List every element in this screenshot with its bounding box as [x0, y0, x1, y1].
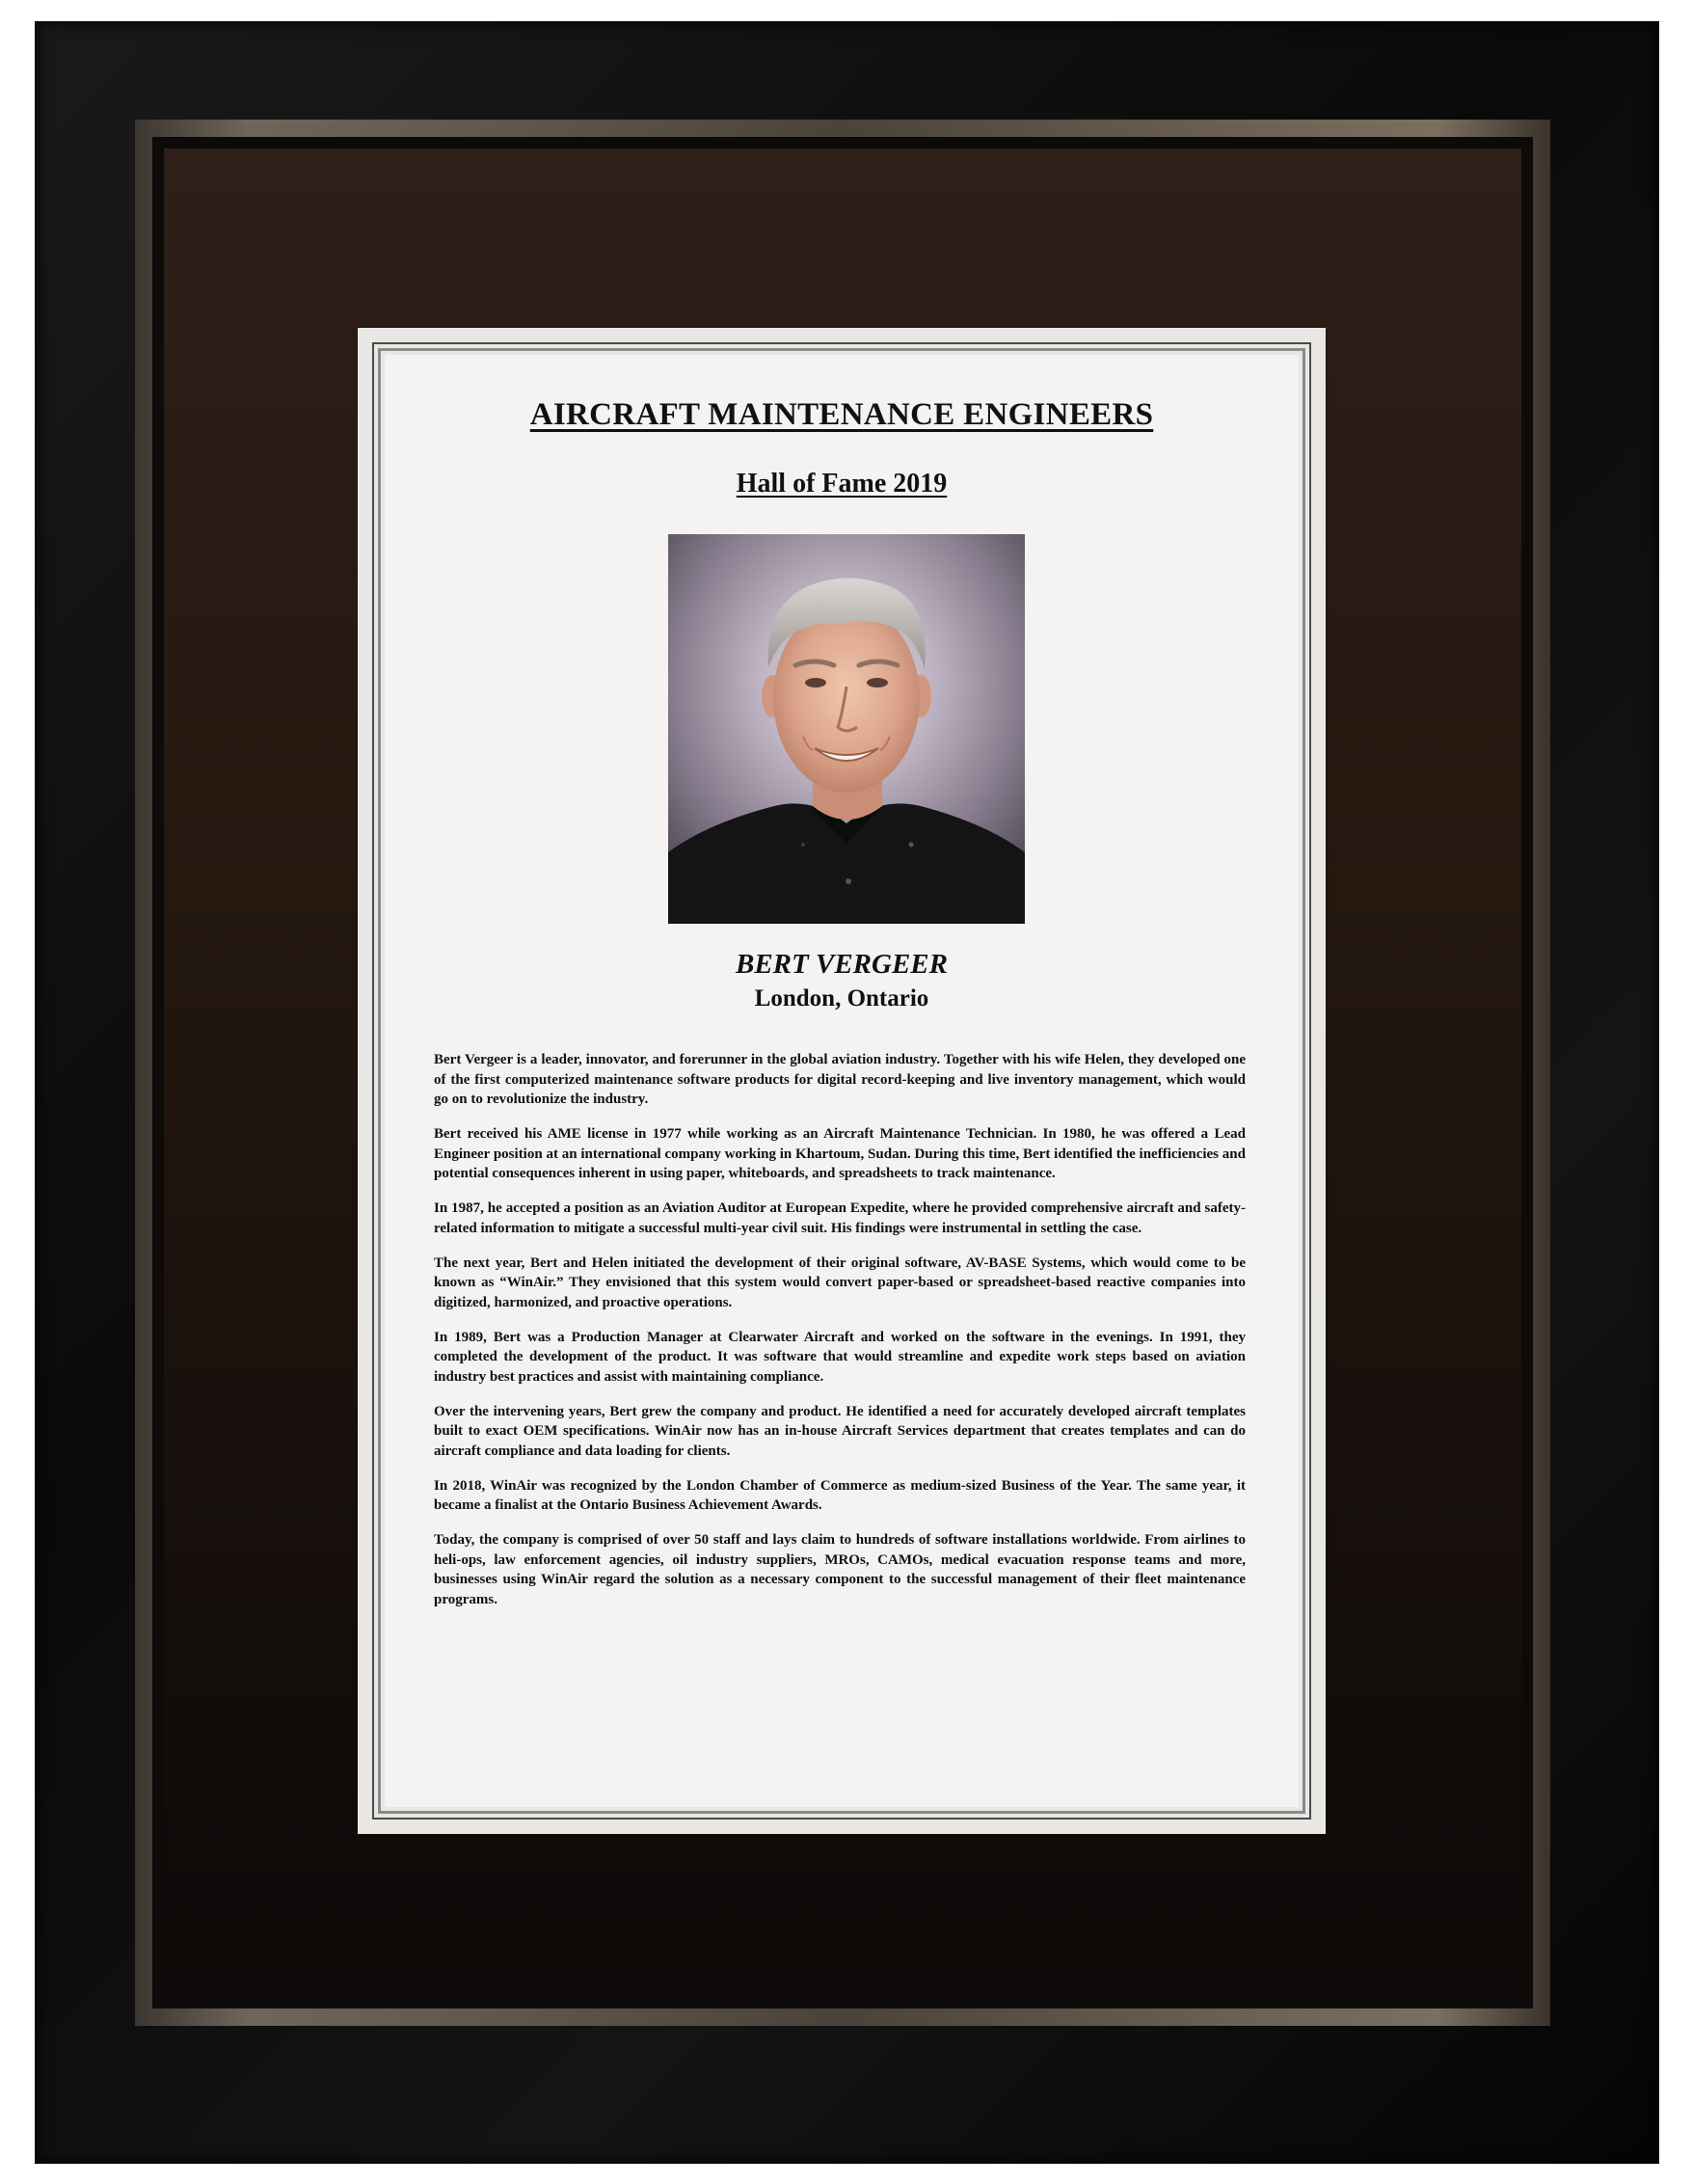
bio-paragraph: Over the intervening years, Bert grew the company and product. He identified a need for accurately developed aircraft templates built to exact OEM specifications. WinAir now has an in-house Aircraft Services department that creates templates and can do aircraft compliance and data loading for clients.: [434, 1403, 1246, 1459]
biography: [434, 1050, 1246, 1625]
bio-paragraph: The next year, Bert and Helen initiated the development of their original software, AV-BASE Systems, which would come to be known as “WinAir.” They envisioned that this system would convert paper-based or spreadsheet-based reactive companies into digitized, harmonized, and proactive operations.: [434, 1254, 1246, 1310]
bio-paragraph: In 1989, Bert was a Production Manager at Clearwater Aircraft and worked on the software in the evenings. In 1991, they completed the development of the product. It was software that would streamline and expedite work steps based on aviation industry best practices and assist with maintaining compliance.: [434, 1329, 1246, 1385]
bio-paragraph: Bert received his AME license in 1977 while working as an Aircraft Maintenance Technician. In 1980, he was offered a Lead Engineer position at an international company working in Khartoum, Sudan. During this time, Bert identified the inefficiencies and potential consequences inherent in using paper, whiteboards, and spreadsheets to track maintenance.: [434, 1126, 1246, 1181]
bio-paragraph: In 2018, WinAir was recognized by the London Chamber of Commerce as medium-sized Business of the Year. The same year, it became a finalist at the Ontario Business Achievement Awards.: [434, 1477, 1246, 1513]
portrait-image: [668, 534, 1025, 924]
bio-paragraph: Bert Vergeer is a leader, innovator, and forerunner in the global aviation industry. Together with his wife Helen, they developed one of the first computerized maintenance software products for digital record-keeping and live inventory management, which would go on to revolutionize the industry.: [434, 1052, 1246, 1107]
plaque: [385, 355, 1299, 1807]
plaque-subtitle: Hall of Fame 2019: [736, 469, 948, 499]
bio-paragraph: Today, the company is comprised of over 50 staff and lays claim to hundreds of software installations worldwide. From airlines to heli-ops, law enforcement agencies, oil industry suppliers, MROs, CAMOs, medical evacuation response teams and more, businesses using WinAir regard the solution as a necessary component to the successful management of their fleet maintenance programs.: [434, 1532, 1246, 1607]
plaque-title: AIRCRAFT MAINTENANCE ENGINEERS: [529, 397, 1154, 432]
inductee-location: London, Ontario: [754, 985, 929, 1011]
bio-paragraph: In 1987, he accepted a position as an Aviation Auditor at European Expedite, where he provided comprehensive aircraft and safety-related information to mitigate a successful multi-year civil suit. His findings were instrumental in settling the case.: [434, 1200, 1246, 1236]
inductee-name: BERT VERGEER: [736, 949, 948, 980]
portrait-photo: [668, 534, 1025, 924]
